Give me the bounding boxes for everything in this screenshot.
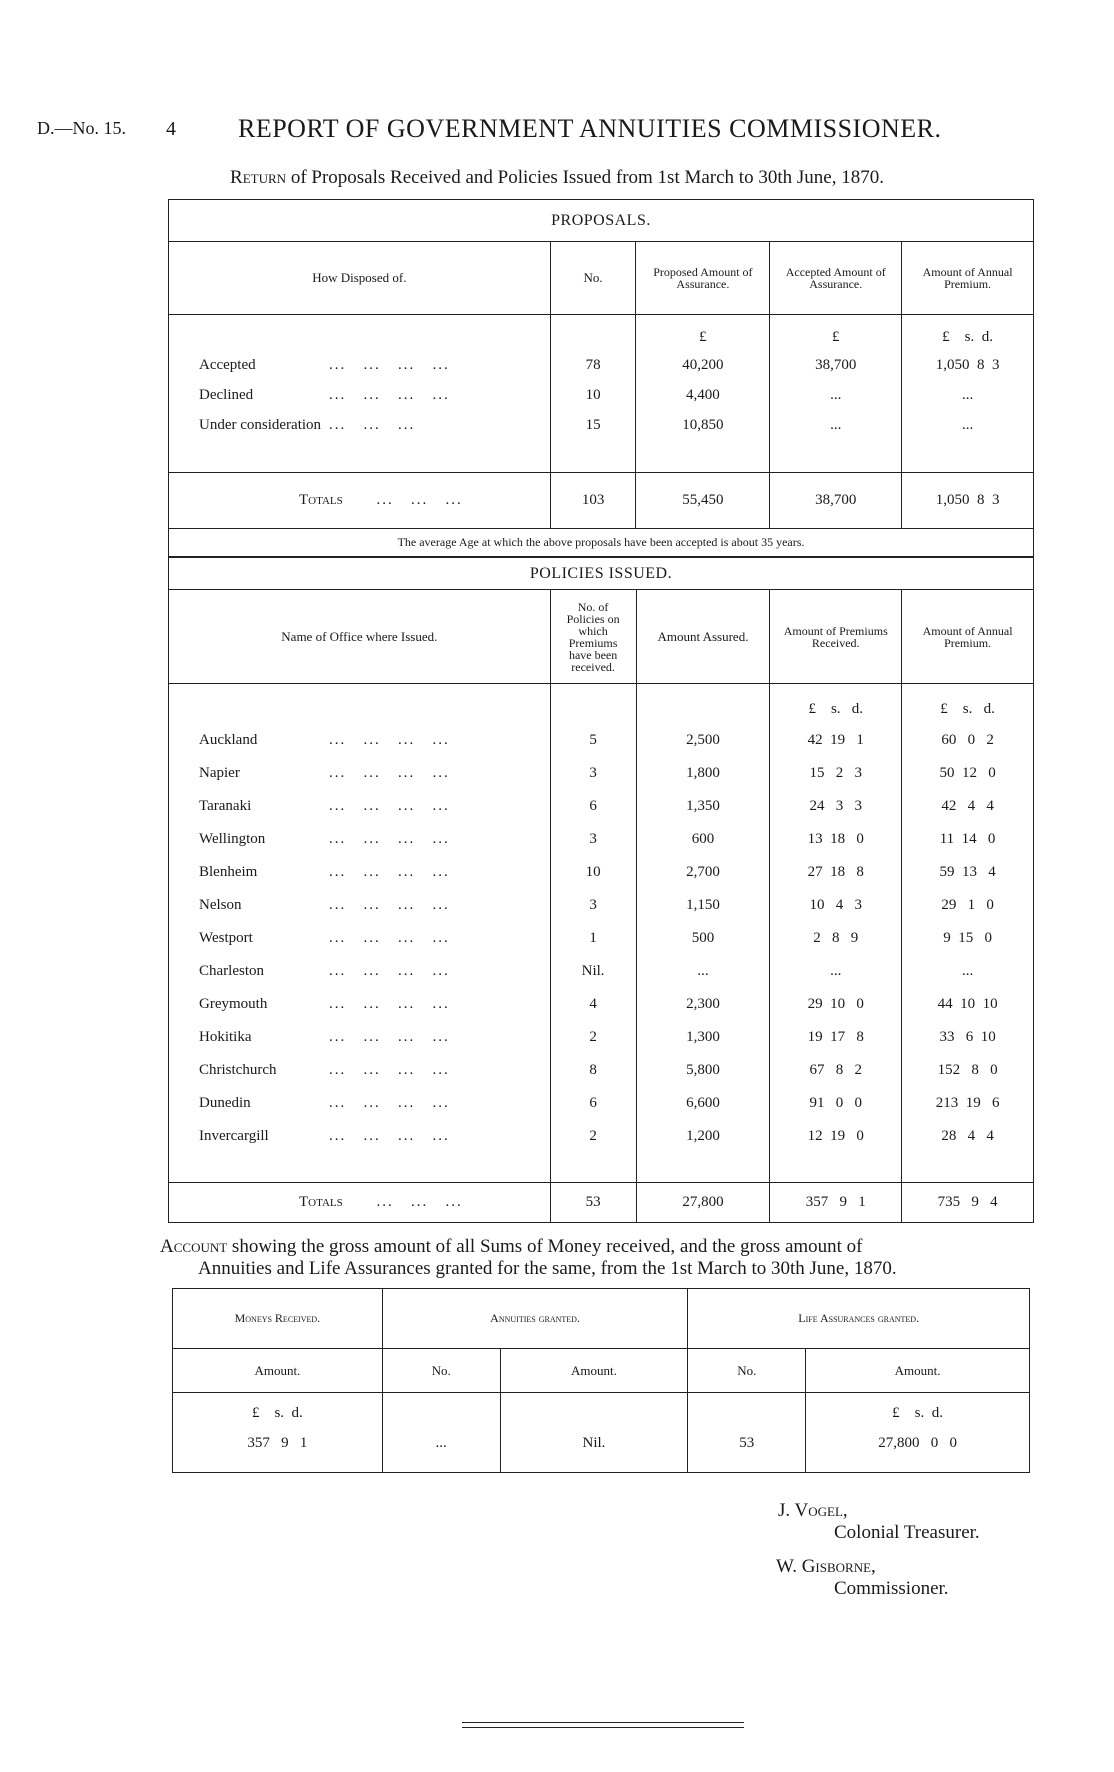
unit-premium: £ s. d. [942,329,993,346]
col-header-moneys-amount: Amount. [173,1349,383,1393]
proposal-proposed: 10,850 [636,411,770,441]
leader-dots: ... ... ... [329,417,416,433]
office-name: Napier [199,764,240,781]
proposals-section-title: PROPOSALS. [169,200,1034,242]
leader-dots: ... ... ... ... [329,995,450,1012]
leader-dots: ... ... ... ... [329,387,450,403]
policy-assured: 1,350 [636,790,770,823]
proposal-row [169,381,1034,411]
col-header-life-assurances: Life Assurances granted. [688,1289,1030,1349]
policy-row [169,1120,1034,1153]
account-line-1: showing the gross amount of all Sums of Money received, and the gross amount of [227,1236,863,1257]
col-header-life-no: No. [688,1349,806,1393]
col-header-premiums-received: Amount of Premiums Received. [770,590,902,684]
proposal-status: Declined [199,387,254,403]
annuities-no-value: ... [382,1427,500,1473]
col-header-how-disposed: How Disposed of. [169,242,551,315]
leader-dots: ... ... ... ... [329,830,450,847]
proposal-row [169,411,1034,441]
policy-received: 27 18 8 [770,856,902,889]
proposal-premium: ... [961,387,974,403]
unit-received: £ s. d. [770,684,902,724]
policy-received: 2 8 9 [770,922,902,955]
leader-dots: ... ... ... ... [329,863,450,880]
col-header-annual-premium: Amount of Annual Premium. [902,242,1034,315]
policy-annual: 28 4 4 [941,1127,994,1144]
office-name: Wellington [199,830,266,847]
policies-totals-row [169,1183,1034,1223]
policy-no: 6 [550,790,636,823]
proposal-row [169,351,1034,381]
policy-row [169,1021,1034,1054]
policy-no: 10 [550,856,636,889]
footer-rule [462,1722,744,1723]
policy-assured: 1,300 [636,1021,770,1054]
leader-dots: ... ... ... ... [329,896,450,913]
unit-accepted: £ [770,315,902,351]
policy-annual: ... [961,962,974,979]
leader-dots: ... ... ... ... [329,357,450,373]
totals-premium: 1,050 8 3 [902,473,1034,529]
policy-assured: 2,700 [636,856,770,889]
office-name: Westport [199,929,253,946]
account-table [172,1288,1030,1473]
policy-annual: 213 19 6 [935,1094,1000,1111]
return-title-lead: Return [230,167,287,188]
policy-no: 2 [550,1021,636,1054]
col-header-amount-assured: Amount Assured. [636,590,770,684]
policy-annual: 42 4 4 [941,797,994,814]
policy-assured: 6,600 [636,1087,770,1120]
proposal-status: Accepted [199,357,256,373]
policy-assured: 1,200 [636,1120,770,1153]
moneys-received-value: 357 9 1 [173,1427,383,1473]
totals-assured: 27,800 [636,1183,770,1223]
page-number: 4 [166,118,176,140]
policy-annual: 44 10 10 [937,995,998,1012]
office-name: Christchurch [199,1061,277,1078]
policy-row [169,922,1034,955]
leader-dots: ... ... ... ... [329,962,450,979]
col-header-moneys-received: Moneys Received. [173,1289,383,1349]
office-name: Auckland [199,731,258,748]
policy-received: 13 18 0 [770,823,902,856]
policy-received: 29 10 0 [770,988,902,1021]
policy-assured: 1,800 [636,757,770,790]
policy-no: 4 [550,988,636,1021]
policy-received: 10 4 3 [770,889,902,922]
policy-received: ... [770,955,902,988]
proposal-proposed: 4,400 [636,381,770,411]
col-header-policies-no: No. of Policies on which Premiums have been received. [550,590,636,684]
life-no-value: 53 [688,1427,806,1473]
policy-annual: 50 12 0 [939,764,996,781]
proposal-premium: 1,050 8 3 [935,357,1000,373]
policy-row [169,823,1034,856]
leader-dots: ... ... ... ... [329,1127,450,1144]
policy-assured: 1,150 [636,889,770,922]
col-header-life-amount: Amount. [806,1349,1030,1393]
office-name: Nelson [199,896,242,913]
policy-annual: 29 1 0 [941,896,994,913]
policy-no: 5 [550,724,636,757]
policy-received: 15 2 3 [770,757,902,790]
policy-no: Nil. [550,955,636,988]
policy-row [169,955,1034,988]
policy-received: 19 17 8 [770,1021,902,1054]
policy-received: 42 19 1 [770,724,902,757]
return-title-rest: of Proposals Received and Policies Issued from 1st March to 30th June, 1870. [286,167,884,188]
leader-dots: ... ... ... ... [329,1028,450,1045]
proposal-no: 78 [550,351,636,381]
col-header-proposed-amount: Proposed Amount of Assurance. [636,242,770,315]
unit-moneys: £ s. d. [173,1393,383,1427]
totals-received: 357 9 1 [770,1183,902,1223]
policy-assured: 2,500 [636,724,770,757]
policies-table [168,557,1034,1223]
policy-assured: 600 [636,823,770,856]
office-name: Invercargill [199,1127,269,1144]
office-name: Blenheim [199,863,258,880]
policy-received: 12 19 0 [770,1120,902,1153]
policy-received: 24 3 3 [770,790,902,823]
totals-policies-no: 53 [550,1183,636,1223]
totals-proposed: 55,450 [636,473,770,529]
signature-name-2: W. Gisborne, [776,1556,876,1577]
policy-assured: ... [636,955,770,988]
footer-rule [462,1727,744,1728]
policy-no: 8 [550,1054,636,1087]
policy-annual: 59 13 4 [939,863,996,880]
unit-life: £ s. d. [892,1405,944,1422]
totals-accepted: 38,700 [770,473,902,529]
totals-annual: 735 9 4 [937,1194,998,1210]
proposal-status: Under consideration [199,417,322,433]
policy-row [169,790,1034,823]
proposal-accepted: ... [770,411,902,441]
annuities-amount-value: Nil. [500,1427,688,1473]
policy-assured: 2,300 [636,988,770,1021]
totals-label: Totals [299,1194,343,1210]
leader-dots: ... ... ... [376,492,463,508]
office-name: Charleston [199,962,264,979]
col-header-no: No. [550,242,636,315]
signature-name-1: J. Vogel, [778,1500,848,1521]
account-line-2: Annuities and Life Assurances granted for the same, from the 1st March to 30th June, 1870. [198,1258,897,1279]
policy-received: 67 8 2 [770,1054,902,1087]
signature-title-1: Colonial Treasurer. [834,1522,980,1543]
policy-row [169,889,1034,922]
proposal-accepted: 38,700 [770,351,902,381]
policy-no: 2 [550,1120,636,1153]
policy-row [169,1087,1034,1120]
signature-title-2: Commissioner. [834,1578,949,1599]
proposal-premium: ... [961,417,974,433]
policy-received: 91 0 0 [770,1087,902,1120]
col-header-office: Name of Office where Issued. [169,590,551,684]
policy-annual: 9 15 0 [943,929,992,946]
policy-no: 1 [550,922,636,955]
leader-dots: ... ... ... ... [329,797,450,814]
col-header-accepted-amount: Accepted Amount of Assurance. [770,242,902,315]
policy-no: 3 [550,757,636,790]
col-header-annuities-amount: Amount. [500,1349,688,1393]
account-row [173,1427,1030,1473]
account-lead: Account [160,1236,228,1257]
policy-no: 3 [550,889,636,922]
leader-dots: ... ... ... ... [329,1094,450,1111]
return-title [0,167,1114,189]
totals-no: 103 [550,473,636,529]
col-header-annuities-granted: Annuities granted. [382,1289,688,1349]
office-name: Hokitika [199,1028,252,1045]
policy-row [169,724,1034,757]
policies-section-title: POLICIES ISSUED. [169,558,1034,590]
average-age-note: The average Age at which the above proposals have been accepted is about 35 years. [169,529,1034,557]
col-header-annual-premium-policies: Amount of Annual Premium. [902,590,1034,684]
unit-proposed: £ [636,315,770,351]
proposal-no: 10 [550,381,636,411]
policy-no: 6 [550,1087,636,1120]
policy-annual: 60 0 2 [941,731,994,748]
proposal-no: 15 [550,411,636,441]
document-reference: D.—No. 15. [37,118,126,138]
policy-annual: 152 8 0 [937,1061,998,1078]
proposals-table [168,199,1034,557]
leader-dots: ... ... ... [376,1194,463,1210]
office-name: Dunedin [199,1094,251,1111]
leader-dots: ... ... ... ... [329,764,450,781]
account-heading [160,1236,1040,1280]
office-name: Greymouth [199,995,268,1012]
proposals-totals-row [169,473,1034,529]
policy-row [169,988,1034,1021]
policy-row [169,1054,1034,1087]
policy-no: 3 [550,823,636,856]
policy-assured: 5,800 [636,1054,770,1087]
life-amount-value: 27,800 0 0 [878,1434,957,1451]
page-title: REPORT OF GOVERNMENT ANNUITIES COMMISSIONER. [238,114,942,143]
office-name: Taranaki [199,797,252,814]
leader-dots: ... ... ... ... [329,929,450,946]
leader-dots: ... ... ... ... [329,731,450,748]
policy-annual: 11 14 0 [939,830,996,847]
totals-label: Totals [299,492,343,508]
policy-row [169,757,1034,790]
unit-annual: £ s. d. [940,701,995,718]
proposal-accepted: ... [770,381,902,411]
policy-assured: 500 [636,922,770,955]
policy-annual: 33 6 10 [939,1028,996,1045]
policy-row [169,856,1034,889]
leader-dots: ... ... ... ... [329,1061,450,1078]
col-header-annuities-no: No. [382,1349,500,1393]
proposal-proposed: 40,200 [636,351,770,381]
